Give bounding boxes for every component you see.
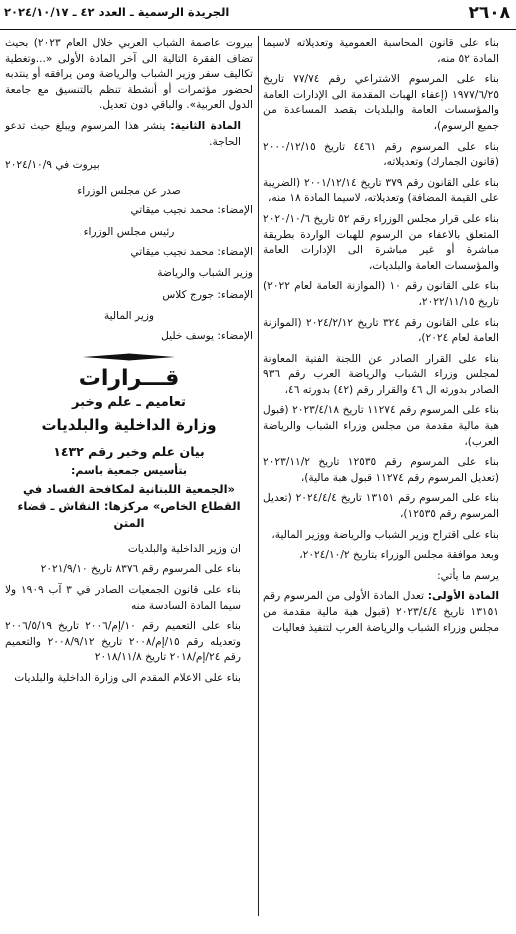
page-number: ٢٦٠٨	[468, 3, 510, 23]
place-date: بيروت في ٢٠٢٤/١٠/٩	[5, 159, 100, 172]
paragraph: بناء على التعميم رقم ١٠/إم/٢٠٠٦ تاريخ ٢٠٠٦/٥/١٩ وتعديله رقم ١٥/إم/٢٠٠٨ تاريخ ٢٠٠٨/٩/١٢ والتعميم رقم ٢٤/إم/٢٠١٨ تاريخ ٢٠١٨/١١/٨	[5, 620, 241, 664]
paragraph: بناء على المرسوم رقم ١٢٥٣٥ تاريخ ٢٠٢٣/١١/٢ (تعديل المرسوم رقم ١١٢٧٤ قبول هبة مالية)،	[263, 456, 499, 484]
paragraph: بناء على القانون رقم ٣٢٤ تاريخ ٢٠٢٤/٢/١٢ (الموازنة العامة لعام ٢٠٢٤)،	[263, 316, 499, 345]
paragraph: بناء على المرسوم رقم ٨٣٧٦ تاريخ ٢٠٢١/٩/١٠	[40, 563, 241, 576]
paragraph: بناء على القانون رقم ١٠ (الموازنة العامة لعام ٢٠٢٢) تاريخ ٢٠٢٢/١١/١٥،	[263, 280, 499, 308]
ministry-heading: وزارة الداخلية والبلديات	[41, 416, 217, 435]
signatory-title: وزير الشباب والرياضة	[157, 267, 253, 280]
signature-line: الإمضاء: محمد نجيب ميقاتي	[130, 245, 253, 258]
article-one-text: تعدل المادة الأولى من المرسوم رقم ١٣١٥١ تاريخ ٢٠٢٣/٤/٤ (قبول هبة مالية مقدمة من مجلس وزراء الشباب والرياضة العرب لتنفيذ فعاليات	[263, 590, 499, 634]
column-divider	[258, 36, 259, 916]
statement-heading: بيان علم وخبر رقم ١٤٣٢	[53, 443, 205, 459]
article-two	[5, 119, 253, 150]
signatory-title: وزير المالية	[103, 310, 155, 323]
paragraph: ان وزير الداخلية والبلديات	[127, 542, 241, 555]
founding-label: بتأسيس جمعية باسم:	[70, 464, 188, 478]
left-column	[5, 36, 253, 692]
signatory-title: رئيس مجلس الوزراء	[83, 225, 175, 238]
ornament-divider	[83, 353, 175, 361]
signature-line: الإمضاء: محمد نجيب ميقاتي	[130, 204, 253, 217]
article-two-label: المادة الثانية:	[170, 119, 241, 132]
paragraph: بناء على اقتراح وزير الشباب والرياضة ووزير المالية،	[271, 528, 499, 541]
signature-line: الإمضاء: يوسف خليل	[161, 329, 253, 342]
paragraph: بناء على المرسوم رقم ١١٢٧٤ تاريخ ٢٠٢٣/٤/١٨ (قبول هبة مالية مقدمة من مجلس وزراء الشباب والرياضة العرب)،	[263, 404, 500, 448]
section-title: قـــرارات	[78, 365, 180, 391]
article-two-text: ينشر هذا المرسوم ويبلغ حيث تدعو الحاجة.	[5, 119, 241, 148]
issued-by: صدر عن مجلس الوزراء	[77, 184, 181, 197]
paragraph: بناء على القانون رقم ٣٧٩ تاريخ ٢٠٠١/١٢/١٤ (الضريبة على القيمة المضافة) وتعديلاته، لاسيما المادة ١٨ منه،	[263, 176, 499, 205]
paragraph: بناء على قانون المحاسبة العمومية وتعديلاته لاسيما المادة ٥٢ منه،	[263, 37, 499, 65]
right-column	[263, 36, 511, 641]
article-one	[263, 589, 511, 636]
section-subtitle: تعاميم ـ علم وخبر	[72, 394, 186, 410]
page-header	[0, 0, 516, 30]
paragraph: بناء على المرسوم رقم ١٣١٥١ تاريخ ٢٠٢٤/٤/٤ (تعديل المرسوم رقم ١٢٥٣٥)،	[263, 492, 499, 521]
paragraph: وبعد موافقة مجلس الوزراء بتاريخ ٢٠٢٤/١٠/٢،	[299, 549, 499, 562]
paragraph: بناء على المرسوم الاشتراعي رقم ٧٧/٧٤ تاريخ ١٩٧٧/٦/٢٥ (إعفاء الهبات المقدمة الى الإدارات العامة والمؤسسات العامة والبلديات بقصد المساعدة من جميع الرسوم)،	[263, 73, 499, 132]
paragraph: بناء على الاعلام المقدم الى وزارة الداخلية والبلديات	[14, 672, 241, 685]
signature-line: الإمضاء: جورج كلاس	[162, 288, 253, 301]
paragraph: بناء على قانون الجمعيات الصادر في ٣ آب ١٩٠٩ ولا سيما المادة السادسة منه	[5, 584, 241, 612]
paragraph: بيروت عاصمة الشباب العربي خلال العام ٢٠٢٣) بحيث تضاف الفقرة التالية الى آخر المادة الأولى «...وتغطية تكاليف سفر وزير الشباب والرياضة ومن يرافقه أو ينتدبه لحضور مؤتمرات أو أنشطة تنظم بالتنسيق مع جامعة الدول العربية». والباقي دون تعديل.	[5, 37, 254, 112]
gazette-title: الجريدة الرسمية ـ العدد ٤٢ ـ ٢٠٢٤/١٠/١٧	[4, 5, 230, 19]
paragraph: بناء على القرار الصادر عن اللجنة الفنية المعاونة لمجلس وزراء الشباب والرياضة العرب رقم ٩٣٦ الصادر بدورته ال ٤٦ والقرار رقم (٤٢) بدورته ٤٦،	[263, 352, 499, 396]
paragraph: بناء على قرار مجلس الوزراء رقم ٥٢ تاريخ ٢٠٢٠/١٠/٦ المتعلق بالاعفاء من الرسوم للهبات الواردة بطريقة مباشرة أو غير مباشرة الى الإدارات العامة والمؤسسات العامة والبلديات،	[263, 212, 499, 272]
decree-formula: يرسم ما يأتي:	[437, 569, 499, 582]
association-name: «الجمعية اللبنانية لمكافحة الفساد في القطاع الخاص» مركزها: النقاش ـ قضاء المتن	[17, 481, 241, 530]
paragraph: بناء على المرسوم رقم ٤٤٦١ تاريخ ٢٠٠٠/١٢/١٥ (قانون الجمارك) وتعديلاته،	[263, 140, 499, 169]
article-one-label: المادة الأولى:	[427, 590, 500, 603]
